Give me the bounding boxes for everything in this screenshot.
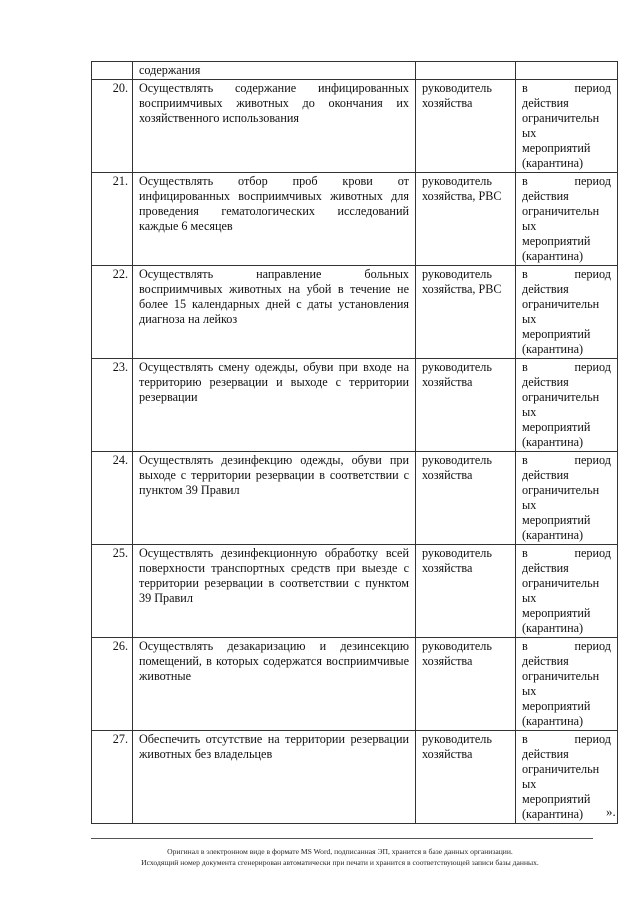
term-line: действия [522,189,569,203]
term-line: действия [522,747,569,761]
row-action: Обеспечить отсутствие на территории резервации животных без владельцев [133,731,416,824]
closing-quote: ». [606,804,616,819]
row-action: Осуществлять дезинфекцию одежды, обуви при выходе с территории резервации в соответствии с пунктом 39 Правил [133,452,416,545]
row-responsible: руководитель хозяйства, РВС [416,173,516,266]
term-line: ограничительн [522,483,600,497]
term-word: в [522,81,528,95]
row-action: Осуществлять дезинфекционную обработку всей поверхности транспортных средств при выезде с территории резервации в соответствии с пунктом 39 Правил [133,545,416,638]
term-line [522,639,611,654]
term-line: (карантина) [522,156,584,170]
term-line: ограничительн [522,576,600,590]
table-row [92,731,618,824]
term-line: действия [522,282,569,296]
row-number: 23. [92,359,133,452]
term-line: ых [522,312,537,326]
term-word: период [574,732,611,746]
row-responsible: руководитель хозяйства [416,452,516,545]
document-footer [60,846,620,868]
term-line: мероприятий [522,699,591,713]
term-line: действия [522,468,569,482]
row-term [516,452,618,545]
term-word: в [522,732,528,746]
term-word: период [574,81,611,95]
term-line: мероприятий [522,606,591,620]
table-row [92,359,618,452]
row-number: 20. [92,80,133,173]
term-line: мероприятий [522,792,591,806]
term-line: ограничительн [522,204,600,218]
row-responsible: руководитель хозяйства [416,731,516,824]
term-word: период [574,174,611,188]
term-line: ых [522,777,537,791]
measures-table [91,61,618,824]
term-line [522,453,611,468]
row-term [516,80,618,173]
term-line: действия [522,561,569,575]
term-line [522,81,611,96]
row-term [516,266,618,359]
term-line: ых [522,684,537,698]
term-word: период [574,639,611,653]
term-line: ых [522,405,537,419]
term-line [522,732,611,747]
cell-term [516,62,618,80]
term-line: (карантина) [522,528,584,542]
term-line: (карантина) [522,621,584,635]
row-responsible: руководитель хозяйства [416,638,516,731]
term-line: мероприятий [522,327,591,341]
row-term [516,359,618,452]
term-line: действия [522,654,569,668]
table-row [92,173,618,266]
cell-responsible [416,62,516,80]
row-term [516,638,618,731]
row-term [516,731,618,824]
row-action: Осуществлять содержание инфицированных восприимчивых животных до окончания их хозяйственного использования [133,80,416,173]
row-action: Осуществлять смену одежды, обуви при входе на территорию резервации и выходе с территории резервации [133,359,416,452]
table-row [92,545,618,638]
row-number: 26. [92,638,133,731]
term-line: действия [522,375,569,389]
term-word: период [574,360,611,374]
term-line: (карантина) [522,249,584,263]
term-line: (карантина) [522,435,584,449]
term-line: ограничительн [522,762,600,776]
term-line: ых [522,219,537,233]
row-term [516,545,618,638]
term-line: (карантина) [522,714,584,728]
row-responsible: руководитель хозяйства [416,359,516,452]
term-line: мероприятий [522,513,591,527]
term-line: ограничительн [522,390,600,404]
row-action: Осуществлять дезакаризацию и дезинсекцию помещений, в которых содержатся восприимчивые животные [133,638,416,731]
row-number: 24. [92,452,133,545]
term-line: мероприятий [522,234,591,248]
term-line: действия [522,96,569,110]
row-responsible: руководитель хозяйства [416,80,516,173]
term-line: (карантина) [522,807,584,821]
term-line: ых [522,591,537,605]
term-word: в [522,453,528,467]
row-number: 22. [92,266,133,359]
row-action: Осуществлять направление больных восприимчивых животных на убой в течение не более 15 календарных дней с даты установления диагноза на лейкоз [133,266,416,359]
footer-line-2: Исходящий номер документа сгенерирован автоматически при печати и хранится в соответствующей записи базы данных. [141,858,539,867]
term-line [522,360,611,375]
term-word: период [574,453,611,467]
term-word: период [574,546,611,560]
term-line: мероприятий [522,141,591,155]
row-number: 27. [92,731,133,824]
table-row [92,452,618,545]
row-number: 21. [92,173,133,266]
term-line [522,546,611,561]
term-line [522,267,611,282]
term-word: в [522,267,528,281]
continued-row [92,62,618,80]
term-word: в [522,174,528,188]
row-action: Осуществлять отбор проб крови от инфицированных восприимчивых животных для проведения гематологических исследований каждые 6 месяцев [133,173,416,266]
term-line: ых [522,126,537,140]
table-row [92,638,618,731]
term-word: период [574,267,611,281]
row-responsible: руководитель хозяйства [416,545,516,638]
row-number: 25. [92,545,133,638]
cell-num [92,62,133,80]
footer-line-1: Оригинал в электронном виде в формате MS Word, подписанная ЭП, хранится в базе данных организации. [167,847,513,856]
term-line: мероприятий [522,420,591,434]
term-line: ограничительн [522,111,600,125]
term-word: в [522,546,528,560]
term-word: в [522,639,528,653]
term-line: (карантина) [522,342,584,356]
term-line: ых [522,498,537,512]
term-line: ограничительн [522,297,600,311]
term-line [522,174,611,189]
term-word: в [522,360,528,374]
footer-divider [91,838,593,839]
table-row [92,266,618,359]
table-row [92,80,618,173]
row-term [516,173,618,266]
cell-action: содержания [133,62,416,80]
row-responsible: руководитель хозяйства, РВС [416,266,516,359]
term-line: ограничительн [522,669,600,683]
